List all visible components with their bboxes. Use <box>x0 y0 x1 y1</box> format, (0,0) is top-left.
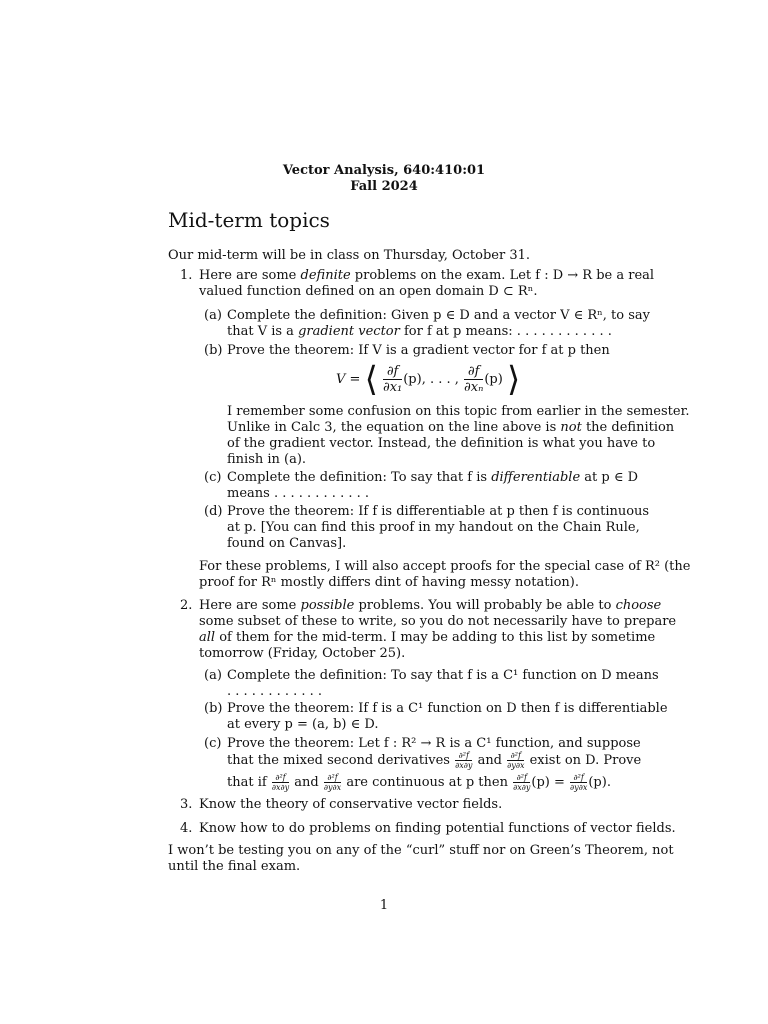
course-title: Vector Analysis, 640:410:01 <box>282 163 486 178</box>
item-4-text: Know how to do problems on finding potential functions of vector fields. <box>199 821 676 836</box>
item-1b-comment-1: I remember some confusion on this topic from earlier in the semester. <box>227 404 690 419</box>
item-2-line-4: tomorrow (Friday, October 25). <box>199 646 406 661</box>
partial-x1-fraction: $\frac{\partial f}{\text{∂x₁}}$ <box>382 364 403 395</box>
item-2c-line-1: Prove the theorem: Let f : R² → R is a C¹ function, and suppose <box>227 736 641 751</box>
item-2-line-2: some subset of these to write, so you do not necessarily have to prepare <box>199 614 677 629</box>
item-2b-line-2: at every p = (a, b) ∈ D. <box>227 717 379 732</box>
item-1b-line-1: Prove the theorem: If V is a gradient vector for f at p then <box>227 343 610 358</box>
right-angle-bracket: ⟩ <box>506 359 521 400</box>
mixed-partial-xy-3: $\frac{\text{∂²f}}{\partial x\partial y}$ <box>513 773 531 792</box>
item-2c-line-2: that the mixed second derivatives $\frac{\text{∂²f}}{\partial x\partial y}$ and $\frac{\text{∂²f}}{\partial y\partial x}$ exist on D. Prove <box>227 751 642 770</box>
item-2c-label: (c) <box>204 736 222 751</box>
item-2a-line-2: . . . . . . . . . . . . <box>227 684 323 699</box>
item-1-line-2: valued function defined on an open domain D ⊂ Rⁿ. <box>199 284 538 299</box>
item-1b-comment-4: finish in (a). <box>227 452 307 467</box>
item-3-text: Know the theory of conservative vector fields. <box>199 797 503 812</box>
item-1c-line-2: means . . . . . . . . . . . . <box>227 486 369 501</box>
item-1a-label: (a) <box>204 308 222 323</box>
item-2a-line-1: Complete the definition: To say that f is a C¹ function on D means <box>227 668 659 683</box>
item-1d-label: (d) <box>204 504 223 519</box>
closing-line-1: I won’t be testing you on any of the “curl” stuff nor on Green’s Theorem, not <box>168 843 674 858</box>
item-1a-line-2: that V is a gradient vector for f at p means: . . . . . . . . . . . . <box>227 324 612 339</box>
item-4-number: 4. <box>180 821 193 836</box>
left-angle-bracket: ⟨ <box>364 359 378 400</box>
mixed-partial-xy: $\frac{\text{∂²f}}{\partial x\partial y}$ <box>455 751 473 770</box>
item-2a-label: (a) <box>204 668 222 683</box>
item-1-line-1: Here are some definite problems on the exam. Let f : D → R be a real <box>199 268 655 283</box>
item-1d-line-2: at p. [You can find this proof in my handout on the Chain Rule, <box>227 520 640 535</box>
item-1c-label: (c) <box>204 470 222 485</box>
partial-xn-fraction: $\frac{\partial f}{\text{∂xₙ}}$ <box>464 364 484 395</box>
item-3-number: 3. <box>180 797 193 812</box>
closing-line-2: until the final exam. <box>168 859 301 874</box>
item-1-number: 1. <box>180 268 193 283</box>
mixed-partial-xy-2: $\frac{\text{∂²f}}{\partial x\partial y}$ <box>271 773 290 792</box>
item-2b-label: (b) <box>204 701 223 716</box>
item-1-note-1: For these problems, I will also accept proofs for the special case of R² (the <box>199 559 691 574</box>
gradient-equation: V = ⟨ $\frac{\partial f}{\text{∂x₁}}$ (p), . . . , $\frac{\partial f}{\text{∂xₙ}}$ (p) ⟩ <box>336 359 521 400</box>
item-2c-line-3: that if $\frac{\text{∂²f}}{\partial x\partial y}$ and $\frac{\text{∂²f}}{\partial y\partial x}$ are continuous at p then $\frac{\text{∂²f}}{\partial x\partial y}$ (p) = $\frac{\text{∂²f}}{\partial y\partial x}$ (p). <box>227 773 611 792</box>
item-1a-line-1: Complete the definition: Given p ∈ D and a vector V ∈ Rⁿ, to say <box>227 308 650 323</box>
section-title: Mid-term topics <box>168 208 330 232</box>
term: Fall 2024 <box>350 179 418 194</box>
item-1b-comment-2: Unlike in Calc 3, the equation on the line above is not the definition <box>227 420 675 435</box>
item-1c-line-1: Complete the definition: To say that f is differentiable at p ∈ D <box>227 470 639 485</box>
item-1d-line-3: found on Canvas]. <box>227 536 347 551</box>
mixed-partial-yx-3: $\frac{\text{∂²f}}{\partial y\partial x}$ <box>570 773 588 792</box>
item-1b-comment-3: of the gradient vector. Instead, the definition is what you have to <box>227 436 656 451</box>
mixed-partial-yx-2: $\frac{\text{∂²f}}{\partial y\partial x}$ <box>323 773 342 792</box>
item-1-note-2: proof for Rⁿ mostly differs dint of having messy notation). <box>199 575 580 590</box>
item-2b-line-1: Prove the theorem: If f is a C¹ function on D then f is differentiable <box>227 701 668 716</box>
item-1d-line-1: Prove the theorem: If f is differentiable at p then f is continuous <box>227 504 650 519</box>
item-2-line-1: Here are some possible problems. You will probably be able to choose <box>199 598 662 613</box>
page-number: 1 <box>379 898 389 913</box>
intro-text: Our mid-term will be in class on Thursday, October 31. <box>168 248 530 263</box>
item-2-number: 2. <box>180 598 193 613</box>
item-2-line-3: all of them for the mid-term. I may be adding to this list by sometime <box>199 630 656 645</box>
mixed-partial-yx: $\frac{\text{∂²f}}{\partial y\partial x}$ <box>507 751 525 770</box>
item-1b-label: (b) <box>204 343 223 358</box>
